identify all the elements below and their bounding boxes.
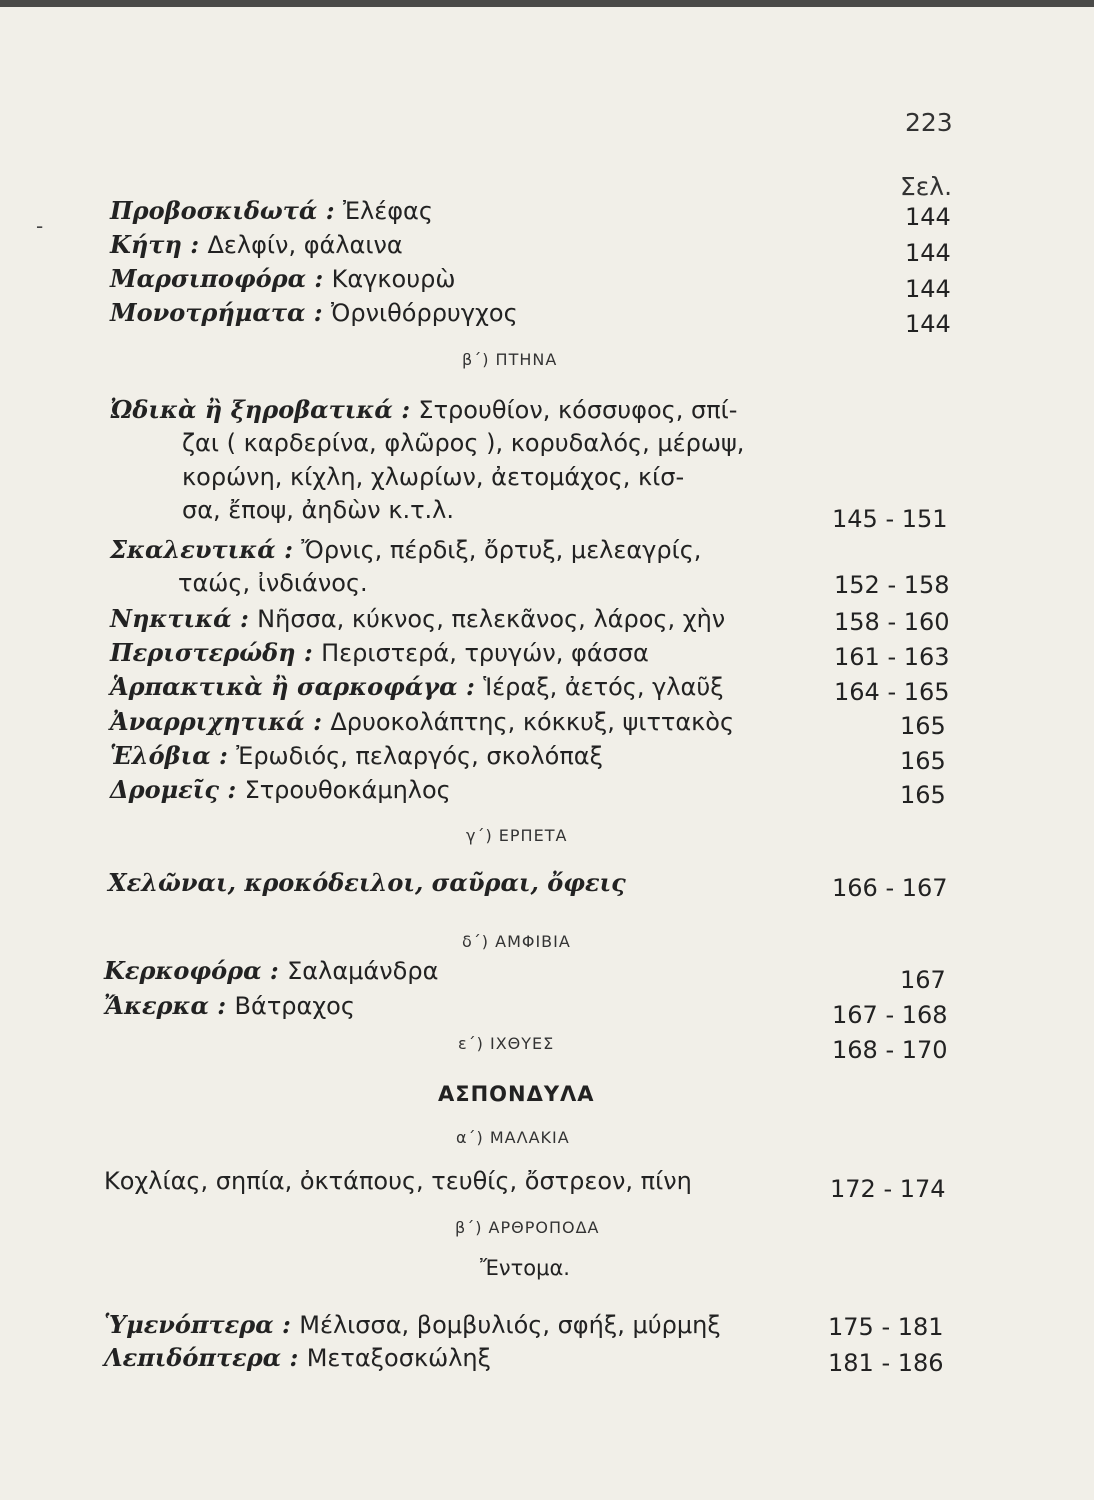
index-entry: Ἑλόβια : Ἐρωδιός, πελαργός, σκολόπαξ xyxy=(110,741,603,770)
entry-text: Στρουθίον, κόσσυφος, σπί- xyxy=(418,396,738,424)
subheading-fish: ε΄) ΙΧΘΥΕΣ xyxy=(458,1034,555,1053)
index-entry: Ἁρπακτικὰ ἢ σαρκοφάγα : Ἱέραξ, ἀετός, γλαῦξ xyxy=(110,672,724,701)
index-entry: Κήτη : Δελφίν, φάλαινα xyxy=(110,230,403,259)
entry-text: Ἐλέφας xyxy=(342,197,433,225)
entry-pages: 175 - 181 xyxy=(828,1313,944,1341)
index-entry: Νηκτικά : Νῆσσα, κύκνος, πελεκᾶνος, λάρος, χὴν xyxy=(110,604,726,633)
entry-text: Νῆσσα, κύκνος, πελεκᾶνος, λάρος, χὴν xyxy=(257,605,726,633)
entry-text: Ἐρωδιός, πελαργός, σκολόπαξ xyxy=(236,742,603,770)
subheading-birds: β΄) ΠΤΗΝΑ xyxy=(462,350,558,369)
subheading-amphibians: δ΄) ΑΜΦΙΒΙΑ xyxy=(462,932,571,951)
entry-text: Δρυοκολάπτης, κόκκυξ, ψιττακὸς xyxy=(330,708,735,736)
entry-pages: 167 xyxy=(900,966,946,994)
page-number: 223 xyxy=(905,108,953,137)
index-entry: Ἄκερκα : Βάτραχος xyxy=(104,991,355,1020)
entry-text: Ὀρνιθόρρυγχος xyxy=(331,299,518,327)
entry-text: Μέλισσα, βομβυλιός, σφήξ, μύρμηξ xyxy=(299,1311,721,1339)
entry-term: Ὑμενόπτερα xyxy=(104,1310,274,1339)
entry-text: Ἱέραξ, ἀετός, γλαῦξ xyxy=(483,673,724,701)
index-entry: Ὑμενόπτερα : Μέλισσα, βομβυλιός, σφήξ, μύρμηξ xyxy=(104,1310,721,1339)
index-entry: Ἀναρριχητικά : Δρυοκολάπτης, κόκκυξ, ψιττακὸς xyxy=(110,707,735,736)
entry-pages: 145 - 151 xyxy=(832,505,948,533)
molluscs-line: Κοχλίας, σηπία, ὀκτάπους, τευθίς, ὄστρεον, πίνη xyxy=(104,1167,692,1195)
entry-text: Καγκουρὼ xyxy=(331,265,456,293)
entry-term: Προβοσκιδωτά xyxy=(110,196,318,225)
entry-text: Σαλαμάνδρα xyxy=(287,957,439,985)
entry-term: Νηκτικά xyxy=(110,604,232,633)
entry-pages: 165 xyxy=(900,712,946,740)
entry-text: Δελφίν, φάλαινα xyxy=(207,231,403,259)
entry-term: Περιστερώδη xyxy=(110,638,296,667)
index-entry: Σκαλευτικά : Ὄρνις, πέρδιξ, ὄρτυξ, μελεαγρίς, xyxy=(110,535,702,564)
entry-pages: 165 xyxy=(900,781,946,809)
entry-term: Ἑλόβια xyxy=(110,741,211,770)
entry-continuation: ταώς, ἰνδιάνος. xyxy=(178,569,368,597)
entry-term: Λεπιδόπτερα xyxy=(104,1343,282,1372)
entry-pages: 152 - 158 xyxy=(834,571,950,599)
entry-pages: 144 xyxy=(905,203,951,231)
entry-pages: 166 - 167 xyxy=(832,874,948,902)
entry-pages: 181 - 186 xyxy=(828,1349,944,1377)
entry-term: Μαρσιποφόρα xyxy=(110,264,307,293)
entry-continuation: κορώνη, κίχλη, χλωρίων, ἀετομάχος, κίσ- xyxy=(182,463,685,491)
entry-term: Σκαλευτικά xyxy=(110,535,276,564)
entry-pages: 161 - 163 xyxy=(834,643,950,671)
entry-continuation: σα, ἔποψ, ἀηδὼν κ.τ.λ. xyxy=(182,496,455,524)
entry-pages: 165 xyxy=(900,747,946,775)
entry-pages: 158 - 160 xyxy=(834,608,950,636)
entry-pages: 144 xyxy=(905,275,951,303)
index-entry: Περιστερώδη : Περιστερά, τρυγών, φάσσα xyxy=(110,638,649,667)
subheading-molluscs: α΄) ΜΑΛΑΚΙΑ xyxy=(456,1128,570,1147)
entry-term: Ὠδικὰ ἢ ξηροβατικά xyxy=(110,395,393,424)
group-heading-insects: Ἔντομα. xyxy=(480,1256,570,1280)
scan-top-edge xyxy=(0,0,1094,7)
margin-mark: - xyxy=(36,214,44,238)
entry-pages: 172 - 174 xyxy=(830,1175,946,1203)
entry-term: Ἄκερκα xyxy=(104,991,209,1020)
index-entry: Ὠδικὰ ἢ ξηροβατικά : Στρουθίον, κόσσυφος, σπί- xyxy=(110,395,738,424)
entry-text: Μεταξοσκώληξ xyxy=(306,1344,491,1372)
index-entry: Μαρσιποφόρα : Καγκουρὼ xyxy=(110,264,456,293)
entry-pages: 167 - 168 xyxy=(832,1001,948,1029)
entry-pages: 168 - 170 xyxy=(832,1036,948,1064)
index-entry: Λεπιδόπτερα : Μεταξοσκώληξ xyxy=(104,1343,491,1372)
index-entry: Δρομεῖς : Στρουθοκάμηλος xyxy=(110,775,451,804)
page-column-label: Σελ. xyxy=(900,172,953,201)
entry-text: Στρουθοκάμηλος xyxy=(244,776,451,804)
entry-term: Δρομεῖς xyxy=(110,775,219,804)
entry-pages: 144 xyxy=(905,239,951,267)
index-entry: Κερκοφόρα : Σαλαμάνδρα xyxy=(104,956,439,985)
index-entry: Μονοτρήματα : Ὀρνιθόρρυγχος xyxy=(110,298,518,327)
entry-pages: 164 - 165 xyxy=(834,678,950,706)
entry-term: Μονοτρήματα xyxy=(110,298,306,327)
entry-pages: 144 xyxy=(905,310,951,338)
index-entry: Προβοσκιδωτά : Ἐλέφας xyxy=(110,196,433,225)
entry-continuation: ζαι ( καρδερίνα, φλῶρος ), κορυδαλός, μέρωψ, xyxy=(182,429,745,457)
entry-term: Κήτη xyxy=(110,230,182,259)
subheading-arthropods: β΄) ΑΡΘΡΟΠΟΔΑ xyxy=(455,1218,600,1237)
entry-text: Βάτραχος xyxy=(234,992,355,1020)
entry-text: Ὄρνις, πέρδιξ, ὄρτυξ, μελεαγρίς, xyxy=(301,536,702,564)
section-heading: ΑΣΠΟΝΔΥΛΑ xyxy=(438,1082,595,1106)
entry-term: Κερκοφόρα xyxy=(104,956,262,985)
entry-term: Ἀναρριχητικά xyxy=(110,707,305,736)
entry-term: Ἁρπακτικὰ ἢ σαρκοφάγα xyxy=(110,672,458,701)
reptiles-line: Χελῶναι, κροκόδειλοι, σαῦραι, ὄφεις xyxy=(108,868,626,897)
subheading-reptiles: γ΄) ΕΡΠΕΤΑ xyxy=(466,826,568,845)
entry-text: Περιστερά, τρυγών, φάσσα xyxy=(321,639,649,667)
